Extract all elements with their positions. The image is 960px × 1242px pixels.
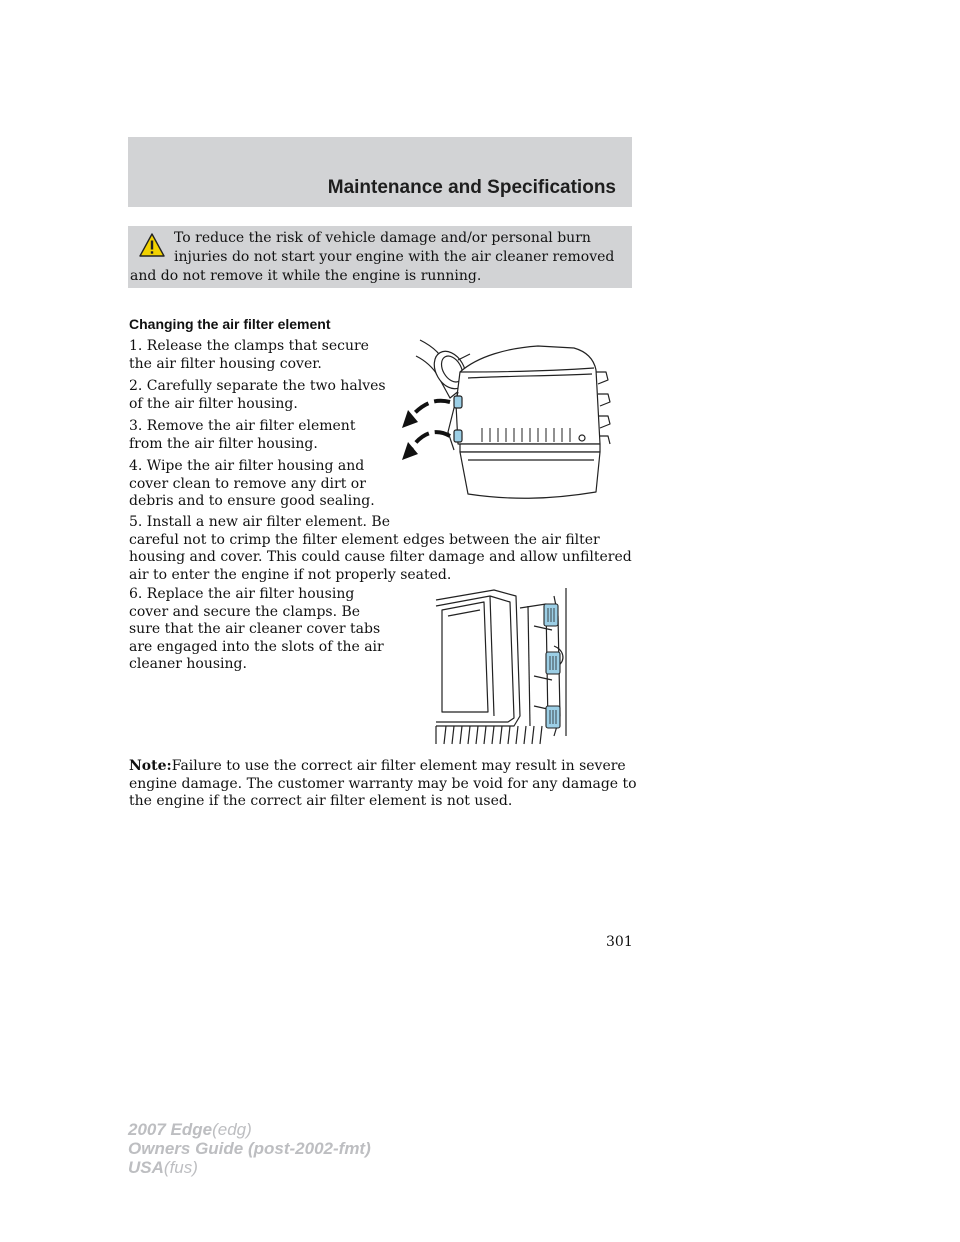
section-header-title: Maintenance and Specifications (327, 177, 616, 198)
air-filter-housing-illustration (398, 332, 620, 504)
note-label: Note: (129, 758, 172, 774)
footer-guide: Owners Guide (post-2002-fmt) (128, 1139, 371, 1158)
step-2: 2. Carefully separate the two halves of the air filter housing. (129, 378, 386, 412)
note-line-2: engine damage. The customer warranty may be void for any damage to (129, 775, 637, 792)
note-line-3: the engine if the correct air filter element is not used. (129, 793, 513, 809)
footer-region-code: (fus) (163, 1158, 198, 1177)
footer-model-code: (edg) (212, 1120, 252, 1139)
footer (128, 1120, 371, 1177)
step-1: 1. Release the clamps that secure the air filter housing cover. (129, 338, 369, 372)
step-3: 3. Remove the air filter element from the air filter housing. (129, 418, 356, 452)
section-title: Changing the air filter element (129, 316, 331, 332)
section-header-bar (128, 137, 632, 207)
footer-model: 2007 Edge (128, 1120, 213, 1139)
note-paragraph (129, 758, 637, 811)
step-5: 5. Install a new air filter element. Be careful not to crimp the filter element edges between the air filter housing and cover. This could cause filter damage and allow unfiltered air to enter the engine if not properly seated. (129, 514, 632, 583)
note-line-1: Failure to use the correct air filter element may result in severe (171, 758, 626, 774)
warning-line-2: injuries do not start your engine with the air cleaner removed (174, 249, 615, 265)
footer-region: USA (128, 1158, 164, 1177)
step-4: 4. Wipe the air filter housing and cover clean to remove any dirt or debris and to ensure good sealing. (129, 458, 375, 509)
warning-line-1: To reduce the risk of vehicle damage and/or personal burn (174, 230, 591, 246)
warning-line-3: and do not remove it while the engine is running. (130, 268, 482, 284)
page-number: 301 (606, 934, 633, 950)
air-cleaner-cover-tabs-illustration (434, 586, 584, 746)
step-6: 6. Replace the air filter housing cover and secure the clamps. Be sure that the air cleaner cover tabs are engaged into the slots of the air cleaner housing. (129, 586, 384, 672)
warning-box (128, 226, 632, 288)
warning-text (130, 226, 624, 286)
